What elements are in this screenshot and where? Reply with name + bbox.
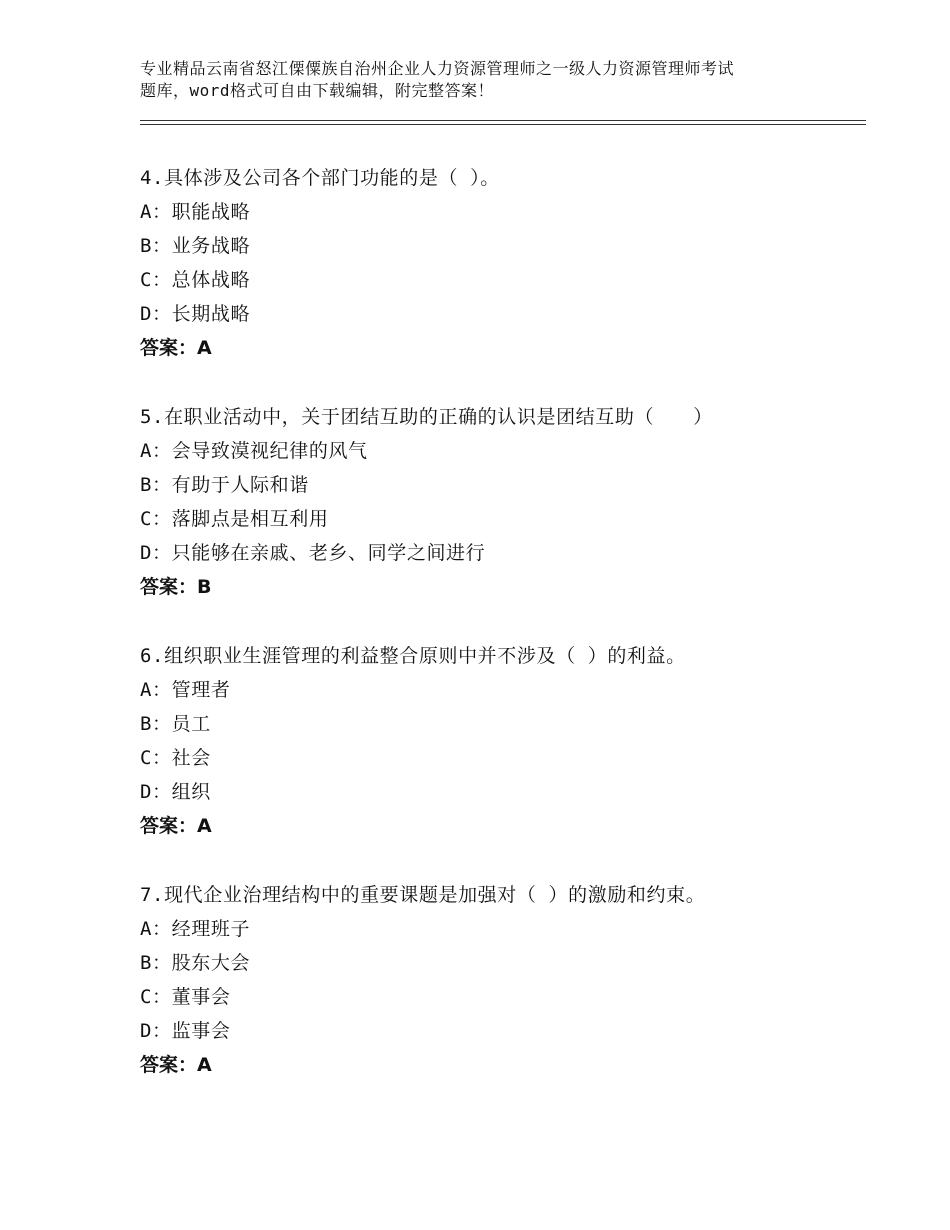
header-divider-bottom — [140, 124, 866, 125]
question-stem: 6.组织职业生涯管理的利益整合原则中并不涉及（ ）的利益。 — [140, 645, 686, 667]
option-b: B：员工 — [140, 713, 211, 735]
answer-label: 答案：A — [140, 1054, 212, 1076]
option-a: A：经理班子 — [140, 918, 251, 940]
option-a: A：会导致漠视纪律的风气 — [140, 440, 368, 462]
option-c: C：社会 — [140, 747, 211, 769]
option-d: D：组织 — [140, 781, 211, 803]
option-c: C：董事会 — [140, 986, 231, 1008]
question-5 — [140, 400, 860, 604]
option-d: D：长期战略 — [140, 303, 251, 325]
answer-label: 答案：A — [140, 337, 212, 359]
answer-label: 答案：B — [140, 576, 212, 598]
option-a: A：管理者 — [140, 679, 231, 701]
option-c: C：总体战略 — [140, 269, 251, 291]
document-header — [140, 58, 830, 102]
option-d: D：监事会 — [140, 1020, 231, 1042]
answer-label: 答案：A — [140, 815, 212, 837]
option-a: A：职能战略 — [140, 201, 251, 223]
header-title-line-2: 题库，word格式可自由下载编辑，附完整答案！ — [140, 81, 495, 100]
option-d: D：只能够在亲戚、老乡、同学之间进行 — [140, 542, 486, 564]
question-stem: 7.现代企业治理结构中的重要课题是加强对（ ）的激励和约束。 — [140, 884, 706, 906]
question-7 — [140, 878, 860, 1082]
question-4 — [140, 161, 860, 365]
question-6 — [140, 639, 860, 843]
question-stem: 5.在职业活动中，关于团结互助的正确的认识是团结互助（ ） — [140, 406, 713, 428]
option-b: B：股东大会 — [140, 952, 251, 974]
header-title-line-1: 专业精品云南省怒江傈僳族自治州企业人力资源管理师之一级人力资源管理师考试 — [140, 59, 735, 78]
question-stem: 4.具体涉及公司各个部门功能的是（ ）。 — [140, 167, 500, 189]
option-c: C：落脚点是相互利用 — [140, 508, 329, 530]
header-divider-top — [140, 120, 866, 121]
option-b: B：有助于人际和谐 — [140, 474, 309, 496]
option-b: B：业务战略 — [140, 235, 251, 257]
